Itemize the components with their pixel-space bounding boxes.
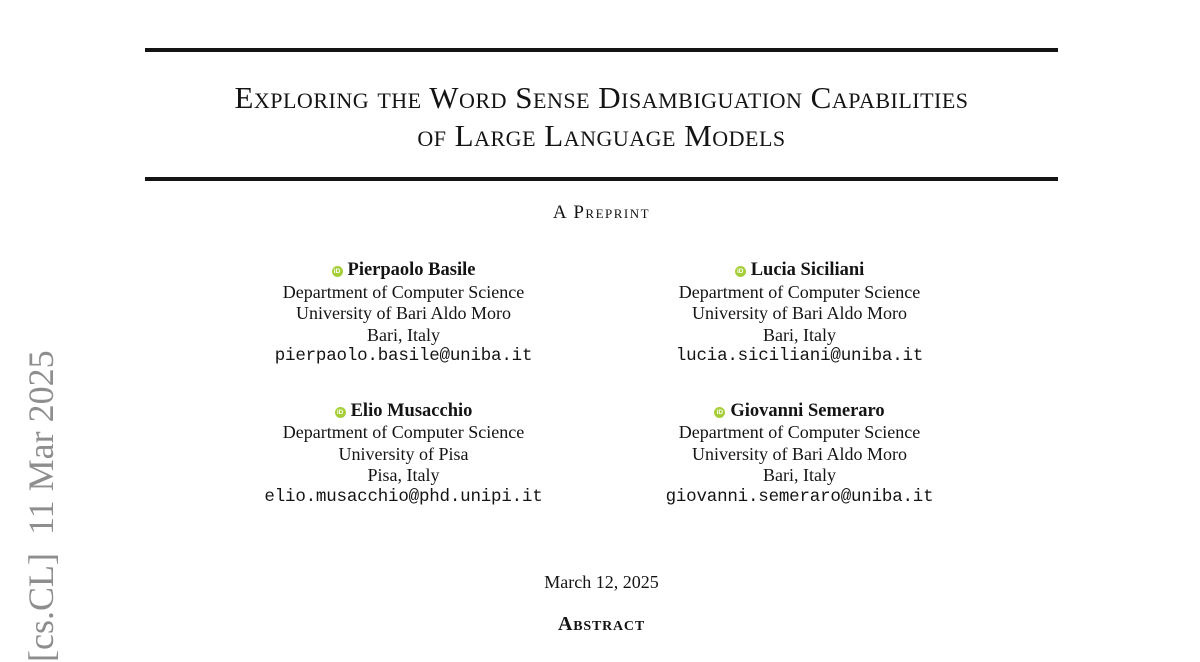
author-city: Bari, Italy bbox=[367, 324, 440, 345]
author-block-lucia-siciliani bbox=[630, 260, 970, 368]
abstract-heading: Abstract bbox=[558, 613, 645, 635]
orcid-icon[interactable]: iD bbox=[335, 407, 346, 418]
author-row-2 bbox=[145, 401, 1058, 509]
author-department: Department of Computer Science bbox=[678, 281, 921, 302]
author-department: Department of Computer Science bbox=[282, 422, 525, 442]
author-city: Bari, Italy bbox=[763, 465, 836, 485]
paper-title-line1: Exploring the Word Sense Disambiguation Capabilities bbox=[234, 80, 969, 115]
paper-title bbox=[145, 79, 1058, 155]
author-name-text: Elio Musacchio bbox=[350, 400, 473, 421]
preprint-label: A Preprint bbox=[552, 202, 651, 223]
author-name bbox=[234, 401, 574, 423]
author-email: giovanni.semeraro@uniba.it bbox=[665, 486, 934, 507]
author-email: elio.musacchio@phd.unipi.it bbox=[264, 486, 543, 507]
author-name bbox=[630, 401, 970, 423]
author-name-text: Giovanni Semeraro bbox=[730, 400, 885, 421]
author-row-1 bbox=[145, 260, 1058, 368]
author-university: University of Pisa bbox=[338, 443, 469, 464]
author-university: University of Bari Aldo Moro bbox=[296, 303, 511, 323]
author-name-text: Lucia Siciliani bbox=[750, 260, 865, 280]
title-rule-bottom bbox=[145, 177, 1058, 181]
paper-title-line2: of Large Language Models bbox=[417, 118, 786, 153]
paper-page bbox=[145, 0, 1058, 648]
author-email: pierpaolo.basile@uniba.it bbox=[274, 346, 533, 366]
title-rule-top bbox=[145, 48, 1058, 52]
author-university: University of Bari Aldo Moro bbox=[692, 303, 907, 323]
author-block-giovanni-semeraro bbox=[630, 401, 970, 509]
orcid-icon[interactable]: iD bbox=[714, 407, 725, 418]
author-name bbox=[630, 260, 970, 282]
paper-date: March 12, 2025 bbox=[544, 572, 659, 592]
author-department: Department of Computer Science bbox=[678, 422, 921, 442]
author-block-elio-musacchio bbox=[234, 401, 574, 509]
author-city: Bari, Italy bbox=[763, 324, 836, 345]
author-university: University of Bari Aldo Moro bbox=[692, 443, 907, 464]
author-name bbox=[234, 260, 574, 282]
orcid-icon[interactable]: iD bbox=[332, 266, 343, 277]
author-grid bbox=[145, 260, 1058, 541]
arxiv-watermark: [cs.CL] 11 Mar 2025 bbox=[21, 350, 61, 662]
author-department: Department of Computer Science bbox=[282, 281, 525, 302]
author-name-text: Pierpaolo Basile bbox=[347, 260, 476, 280]
orcid-icon[interactable]: iD bbox=[735, 266, 746, 277]
author-block-pierpaolo-basile bbox=[234, 260, 574, 368]
author-email: lucia.siciliani@uniba.it bbox=[675, 346, 924, 366]
author-city: Pisa, Italy bbox=[367, 465, 440, 485]
